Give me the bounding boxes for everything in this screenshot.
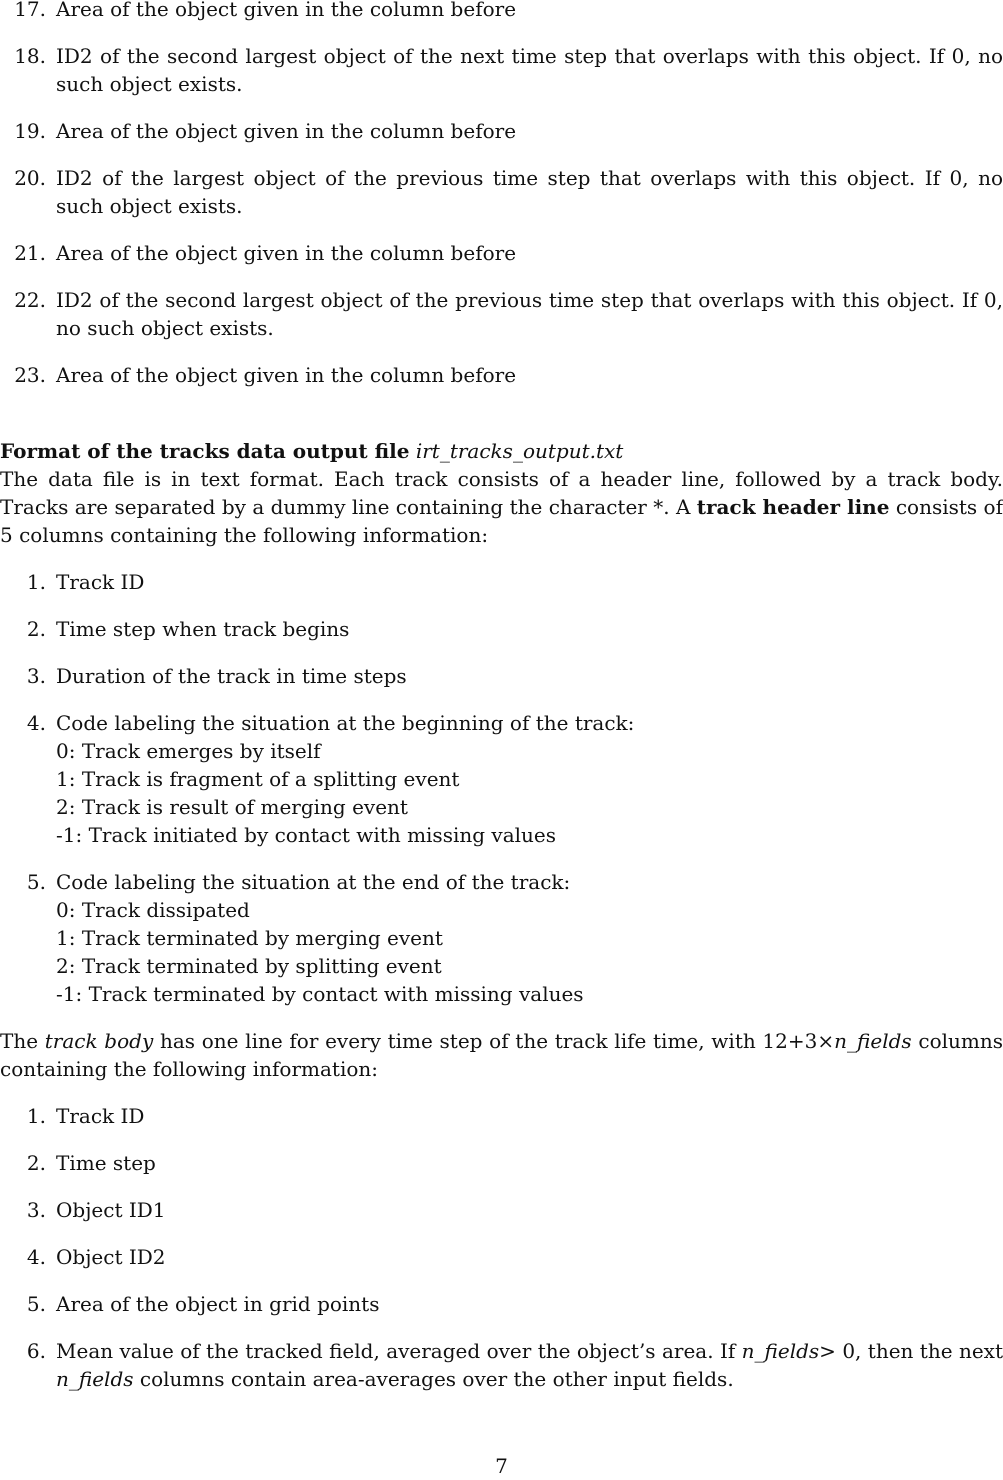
section-heading: Format of the tracks data output file (0, 439, 410, 463)
code-line: 1: Track terminated by merging event (56, 926, 443, 950)
list-number: 6. (26, 1339, 46, 1363)
list-item (0, 615, 1003, 643)
list-number: 1. (26, 570, 46, 594)
code-line: -1: Track initiated by contact with missing values (56, 823, 556, 847)
list-number: 17. (14, 0, 46, 21)
list-text: Track ID (56, 1104, 145, 1128)
body-intro-italic-term: track body (44, 1029, 154, 1053)
code-description: Code labeling the situation at the beginning of the track: (56, 711, 635, 735)
page-number: 7 (495, 1454, 508, 1478)
code-description: Code labeling the situation at the end of the track: (56, 870, 571, 894)
section-intro (0, 437, 1003, 549)
filename: irt_tracks_output.txt (415, 439, 624, 463)
body-intro-text: columns containing the following information: (0, 1029, 1003, 1081)
list-text: Object ID1 (56, 1198, 166, 1222)
list-text-part: Mean value of the tracked field, averaged over the object’s area. If (56, 1339, 736, 1363)
track-header-list (0, 568, 1003, 1008)
list-number: 21. (14, 241, 46, 265)
code-line: 0: Track dissipated (56, 898, 250, 922)
list-item (0, 1196, 1003, 1224)
code-line: 1: Track is fragment of a splitting event (56, 767, 460, 791)
body-intro-text: The (0, 1029, 39, 1053)
list-text: Track ID (56, 570, 145, 594)
code-line: -1: Track terminated by contact with missing values (56, 982, 584, 1006)
list-text (56, 709, 1003, 849)
track-body-intro (0, 1027, 1003, 1083)
list-item (0, 1243, 1003, 1271)
list-text: Object ID2 (56, 1245, 166, 1269)
list-item (0, 1149, 1003, 1177)
list-item (0, 1337, 1003, 1393)
list-number: 1. (26, 1104, 46, 1128)
list-item (0, 568, 1003, 596)
list-text-part: columns contain area-averages over the other input fields. (139, 1367, 734, 1391)
list-text: Time step when track begins (56, 617, 350, 641)
list-number: 20. (14, 166, 46, 190)
list-number: 3. (26, 1198, 46, 1222)
list-number: 2. (26, 617, 46, 641)
list-item (0, 0, 1003, 23)
column-description-list (0, 0, 1003, 408)
list-text (56, 1337, 1003, 1393)
tracks-output-section (0, 437, 1003, 1412)
list-text: Area of the object given in the column before (56, 119, 517, 143)
list-text: ID2 of the second largest object of the next time step that overlaps with this object. If 0, no such object exists. (56, 44, 1003, 96)
list-text (56, 868, 1003, 1008)
list-number: 4. (26, 711, 46, 735)
list-number: 5. (26, 870, 46, 894)
code-line: 2: Track terminated by splitting event (56, 954, 442, 978)
list-number: 3. (26, 664, 46, 688)
list-item (0, 1102, 1003, 1130)
list-text-part: > 0, then the next (819, 1339, 1003, 1363)
list-number: 23. (14, 363, 46, 387)
intro-text: consists of 5 columns containing the following information: (0, 495, 1003, 547)
code-line: 0: Track emerges by itself (56, 739, 321, 763)
nfields-term: n_fields (834, 1029, 912, 1053)
list-number: 4. (26, 1245, 46, 1269)
list-text: Area of the object given in the column before (56, 0, 517, 21)
list-text: Area of the object given in the column before (56, 363, 517, 387)
list-text: Area of the object given in the column before (56, 241, 517, 265)
list-item (0, 286, 1003, 342)
intro-bold-term: track header line (696, 495, 890, 519)
list-item (0, 1290, 1003, 1318)
list-item (0, 361, 1003, 389)
nfields-term: n_fields (741, 1339, 820, 1363)
list-item (0, 42, 1003, 98)
list-item (0, 662, 1003, 690)
intro-text: The data file is in text format. Each track consists of a header line, followed by a track body. Tracks are separated by a dummy line containing the character *. A (0, 467, 1003, 519)
list-item (0, 868, 1003, 1008)
list-text: ID2 of the largest object of the previous time step that overlaps with this object. If 0, no such object exists. (56, 166, 1003, 218)
list-number: 19. (14, 119, 46, 143)
code-line: 2: Track is result of merging event (56, 795, 408, 819)
list-number: 5. (26, 1292, 46, 1316)
list-item (0, 709, 1003, 849)
nfields-term: n_fields (56, 1367, 134, 1391)
list-text: Area of the object in grid points (56, 1292, 380, 1316)
list-number: 22. (14, 288, 46, 312)
track-body-list (0, 1102, 1003, 1393)
list-number: 18. (14, 44, 46, 68)
list-item (0, 164, 1003, 220)
list-text: Time step (56, 1151, 156, 1175)
list-text: Duration of the track in time steps (56, 664, 407, 688)
list-number: 2. (26, 1151, 46, 1175)
list-item (0, 239, 1003, 267)
list-item (0, 117, 1003, 145)
body-intro-text: has one line for every time step of the track life time, with 12+3× (159, 1029, 835, 1053)
list-text: ID2 of the second largest object of the previous time step that overlaps with this object. If 0, no such object exists. (56, 288, 1003, 340)
